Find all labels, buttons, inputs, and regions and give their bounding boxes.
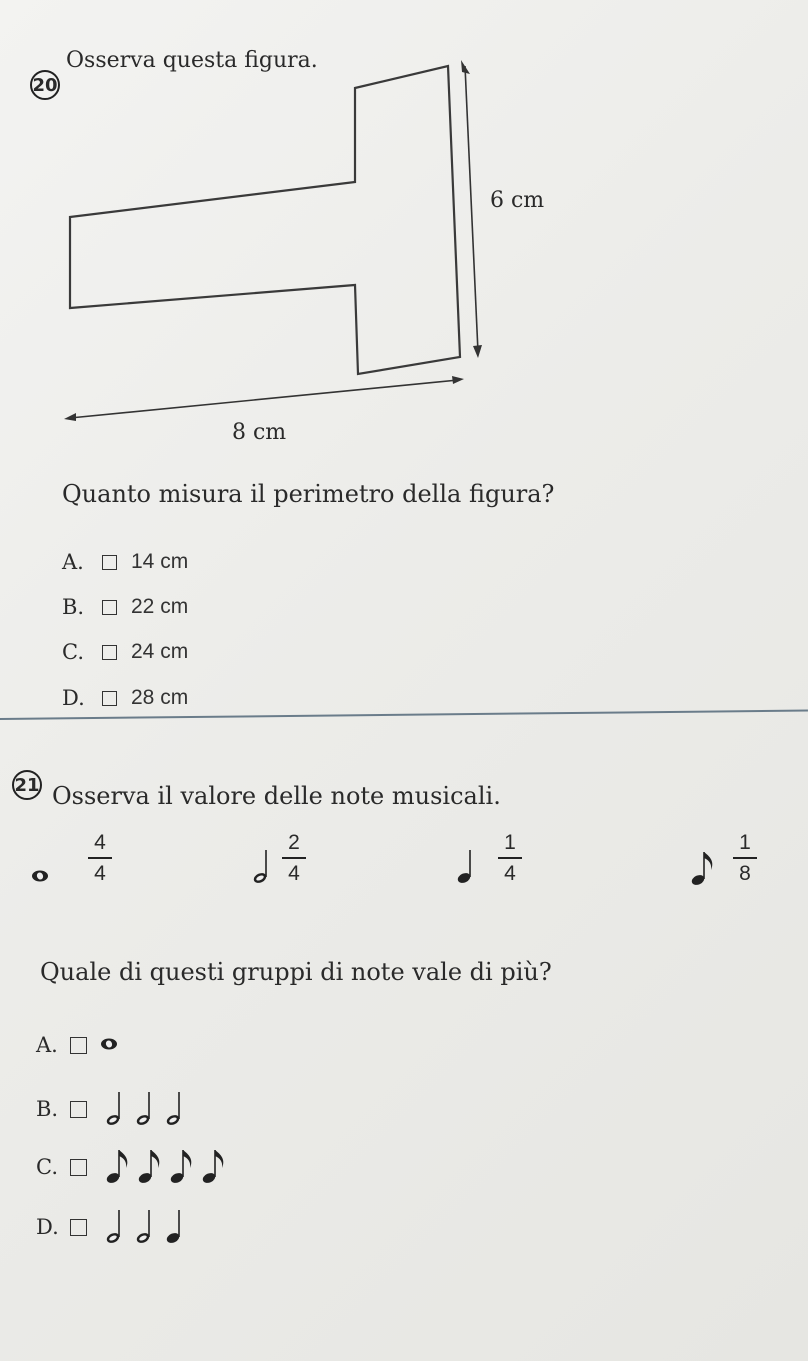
q21-checkbox-d[interactable]: [70, 1219, 87, 1236]
option-letter: C.: [62, 640, 84, 664]
q21-checkbox-c[interactable]: [70, 1159, 87, 1176]
option-value: 28 cm: [131, 686, 189, 709]
eighth-note-icon: [169, 1148, 197, 1186]
option-letter: A.: [36, 1033, 58, 1057]
half-note-icon: [105, 1090, 129, 1128]
fraction-denominator: 4: [504, 861, 516, 885]
q20-checkbox-b[interactable]: [102, 600, 117, 615]
fraction-numerator: 1: [504, 831, 516, 854]
half-note-icon: [135, 1090, 159, 1128]
eighth-note-icon: [201, 1148, 229, 1186]
width-dimension-arrow: [64, 376, 464, 421]
q21-option-c[interactable]: [36, 1148, 229, 1186]
fraction-denominator: 8: [739, 861, 751, 885]
option-letter: A.: [62, 550, 84, 574]
q20-checkbox-a[interactable]: [102, 555, 117, 570]
fraction-whole: [88, 832, 112, 884]
quarter-note-icon: [165, 1208, 189, 1246]
q20-checkbox-c[interactable]: [102, 645, 117, 660]
option-letter: B.: [62, 595, 85, 619]
t-shape-outline: [70, 66, 460, 374]
q20-checkbox-d[interactable]: [102, 691, 117, 706]
option-letter: C.: [36, 1155, 58, 1179]
fraction-denominator: 4: [94, 861, 106, 885]
option-value: 24 cm: [131, 640, 189, 663]
question-21-prompt: Osserva il valore delle note musicali.: [52, 782, 501, 810]
half-note-icon: [252, 848, 276, 888]
question-21-text: Quale di questi gruppi di note vale di più?: [40, 958, 552, 986]
q20-option-d[interactable]: [62, 686, 188, 710]
q21-option-a[interactable]: [36, 1030, 123, 1060]
whole-note-icon: [30, 860, 54, 894]
half-note-icon: [165, 1090, 189, 1128]
q20-option-a[interactable]: [62, 550, 188, 574]
q21-checkbox-b[interactable]: [70, 1101, 87, 1118]
q21-option-d[interactable]: [36, 1208, 189, 1246]
eighth-note-icon: [690, 850, 718, 890]
question-20-text: Quanto misura il perimetro della figura?: [62, 480, 555, 508]
q20-option-b[interactable]: [62, 595, 188, 619]
width-label: 8 cm: [232, 420, 287, 445]
quarter-note-icon: [456, 848, 480, 888]
question-20-prompt: Osserva questa figura.: [66, 48, 318, 73]
option-value: 22 cm: [131, 595, 189, 618]
question-number-20: 20: [30, 70, 60, 100]
fraction-eighth: [733, 832, 757, 884]
option-value: 14 cm: [131, 550, 189, 573]
fraction-numerator: 1: [739, 831, 751, 854]
q20-option-c[interactable]: [62, 640, 188, 664]
fraction-quarter: [498, 832, 522, 884]
fraction-half: [282, 832, 306, 884]
q21-checkbox-a[interactable]: [70, 1037, 87, 1054]
height-label: 6 cm: [490, 188, 545, 213]
q21-option-b[interactable]: [36, 1090, 189, 1128]
eighth-note-icon: [105, 1148, 133, 1186]
fraction-numerator: 2: [288, 831, 300, 854]
section-divider: [0, 710, 808, 720]
t-shape-figure: [0, 0, 808, 460]
whole-note-icon: [99, 1030, 123, 1060]
half-note-icon: [135, 1208, 159, 1246]
height-dimension-arrow: [461, 60, 482, 358]
question-number-21: 21: [12, 770, 42, 800]
eighth-note-icon: [137, 1148, 165, 1186]
fraction-denominator: 4: [288, 861, 300, 885]
half-note-icon: [105, 1208, 129, 1246]
option-letter: B.: [36, 1097, 59, 1121]
option-letter: D.: [36, 1215, 59, 1239]
option-letter: D.: [62, 686, 85, 710]
fraction-numerator: 4: [94, 831, 106, 854]
